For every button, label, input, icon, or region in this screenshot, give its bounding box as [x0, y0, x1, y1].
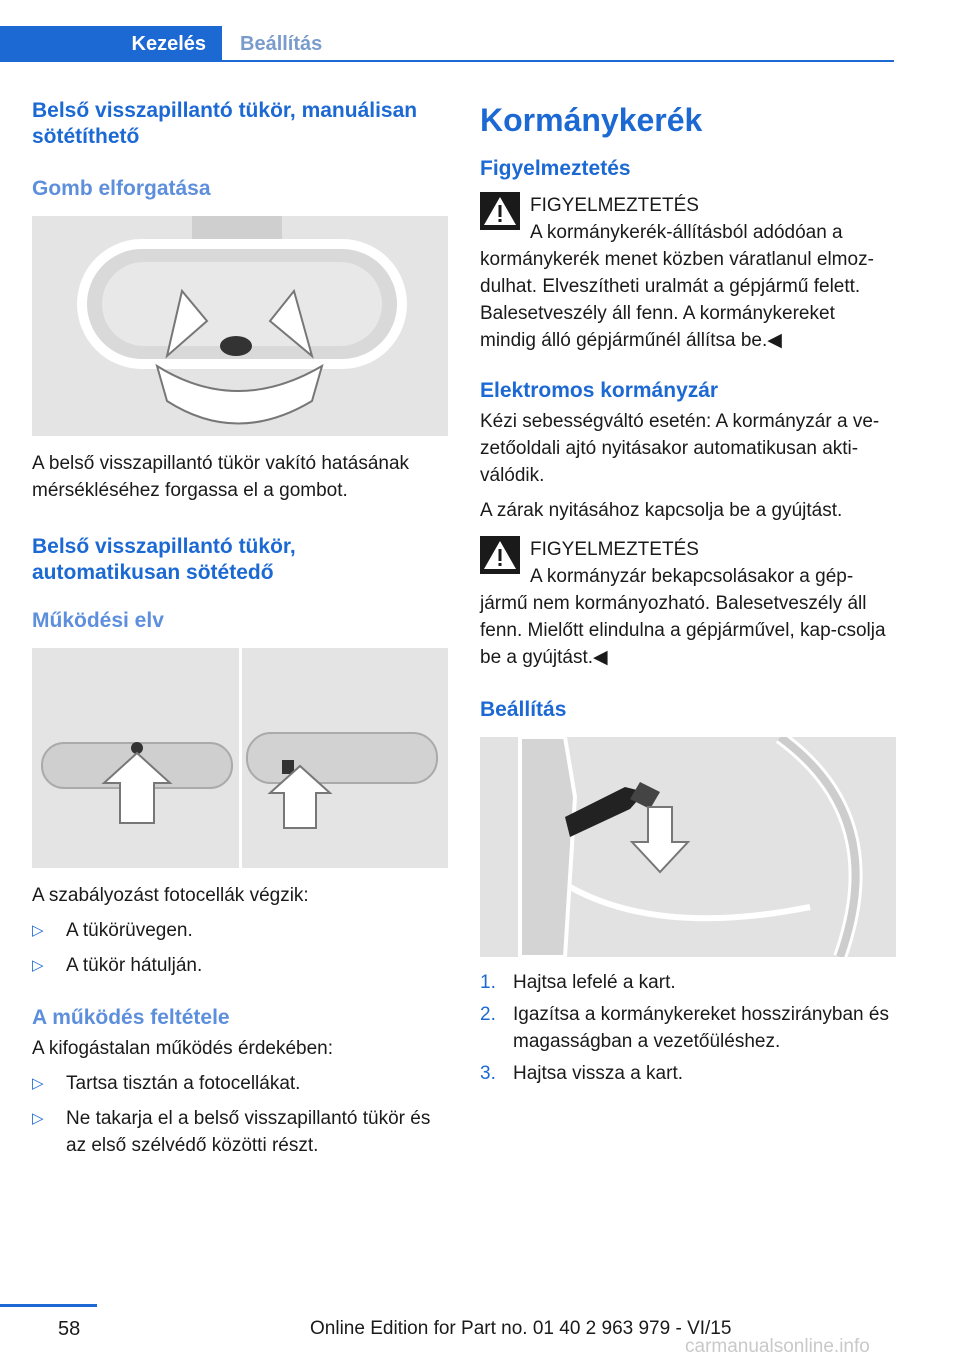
subtitle-knob: Gomb elforgatása	[32, 177, 211, 200]
left-column	[32, 98, 448, 1167]
warning-text: A kormányzár bekapcsolásakor a gép-jármű nem kormányozható. Balesetveszély áll fenn. Mielőtt elindulna a gépjárművel, kap-csolja be a gyújtást.◀	[480, 566, 886, 668]
list-item: ▷ Ne takarja el a belső visszapillantó tükör és az első szélvédő közötti részt.	[32, 1105, 448, 1159]
list-item: ▷ A tükör hátulján.	[32, 952, 448, 979]
page-number: 58	[58, 1318, 81, 1340]
bullet-list-photocells	[32, 917, 448, 979]
watermark: carmanualsonline.info	[685, 1336, 870, 1357]
list-item: ▷ A tükörüvegen.	[32, 917, 448, 944]
section-title-adjust: Beállítás	[480, 698, 567, 721]
triangle-bullet-icon: ▷	[32, 922, 44, 939]
section-title-steering-lock: Elektromos kormányzár	[480, 379, 719, 402]
text-manual-mirror: A belső visszapillantó tükör vakító hatásának mérsékléséhez forgassa el a gombot.	[32, 453, 410, 501]
header-divider	[0, 60, 894, 62]
section-title-manual-mirror: Belső visszapillantó tükör, manuálisan sötétíthető	[32, 99, 418, 148]
figure-steering-adjust	[480, 737, 896, 957]
text-photocells: A szabályozást fotocellák végzik:	[32, 885, 309, 906]
steps-list	[480, 969, 896, 1087]
tab-beallitas[interactable]: Beállítás	[240, 32, 323, 55]
text-ignition: A zárak nyitásához kapcsolja be a gyújtást.	[480, 500, 843, 521]
triangle-bullet-icon: ▷	[32, 1075, 44, 1092]
section-title-auto-mirror: Belső visszapillantó tükör, automatikusan sötétedő	[32, 535, 296, 584]
page-title: Kormánykerék	[480, 102, 703, 138]
section-title-warning: Figyelmeztetés	[480, 157, 631, 180]
figure-auto-mirror	[32, 648, 448, 868]
list-item: ▷ Tartsa tisztán a fotocellákat.	[32, 1070, 448, 1097]
warning-box-1	[480, 192, 896, 354]
warning-box-2	[480, 536, 896, 671]
figure-manual-mirror	[32, 216, 448, 436]
right-column	[480, 100, 896, 1092]
section-title-condition: A működés feltétele	[32, 1006, 230, 1029]
list-item: 2. Igazítsa a kormánykereket hosszirányban és magasságban a vezetőüléshez.	[480, 1004, 889, 1052]
list-item: 3. Hajtsa vissza a kart.	[480, 1063, 683, 1084]
warning-text: A kormánykerék-állításból adódóan a kormánykerék menet közben váratlanul elmoz-dulhat. Elveszítheti uralmát a gépjármű felett. Balesetveszély áll fenn. A kormánykereket mindig álló gépjárműnél állítsa be.◀	[480, 222, 874, 351]
warning-heading: FIGYELMEZTETÉS	[530, 539, 699, 560]
footer-divider	[0, 1304, 97, 1307]
text-condition: A kifogástalan működés érdekében:	[32, 1038, 334, 1059]
list-item: 1. Hajtsa lefelé a kart.	[480, 972, 676, 993]
triangle-bullet-icon: ▷	[32, 1110, 44, 1127]
warning-triangle-icon	[480, 536, 520, 574]
text-steering-lock: Kézi sebességváltó esetén: A kormányzár a ve-zetőoldali ajtó nyitásakor automatikusan akti-válódik.	[480, 411, 880, 486]
warning-heading: FIGYELMEZTETÉS	[530, 195, 699, 216]
triangle-bullet-icon: ▷	[32, 957, 44, 974]
tab-kezeles[interactable]: Kezelés	[0, 26, 222, 62]
subtitle-principle: Működési elv	[32, 609, 164, 632]
warning-triangle-icon	[480, 192, 520, 230]
bullet-list-condition	[32, 1070, 448, 1159]
edition-note: Online Edition for Part no. 01 40 2 963 979 - VI/15	[310, 1318, 732, 1339]
